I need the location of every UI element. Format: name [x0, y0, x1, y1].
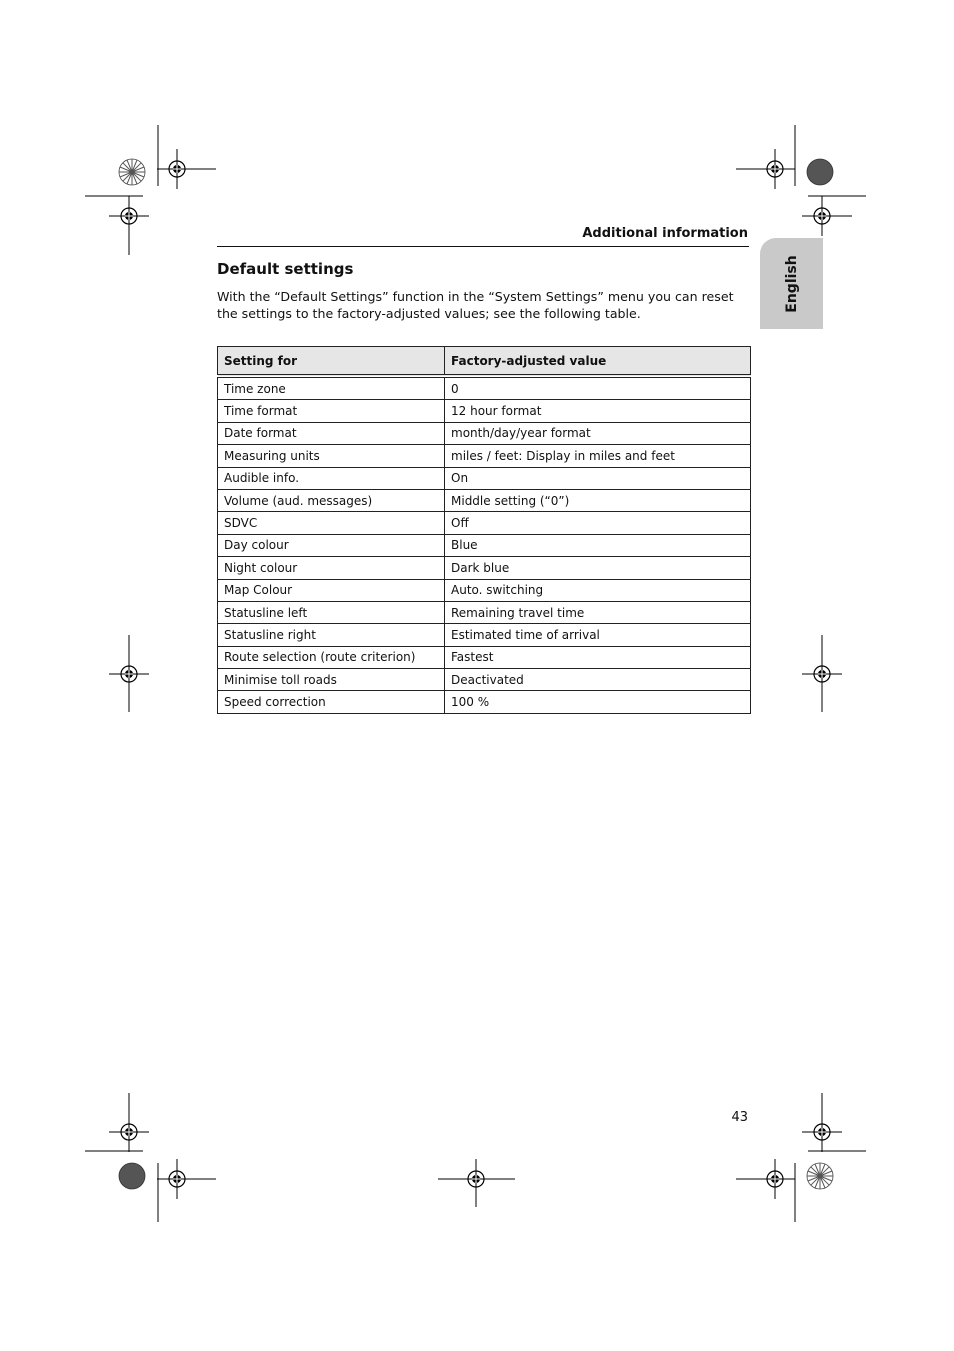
value-cell: Estimated time of arrival: [445, 624, 751, 646]
setting-cell: Volume (aud. messages): [218, 489, 445, 511]
column-header-value: Factory-adjusted value: [445, 347, 751, 377]
setting-cell: Route selection (route criterion): [218, 646, 445, 668]
value-cell: Dark blue: [445, 557, 751, 579]
setting-cell: Minimise toll roads: [218, 669, 445, 691]
setting-cell: Time zone: [218, 376, 445, 400]
setting-cell: Speed correction: [218, 691, 445, 713]
value-cell: Blue: [445, 534, 751, 556]
value-cell: Deactivated: [445, 669, 751, 691]
language-tab-label: English: [783, 254, 800, 313]
value-cell: month/day/year format: [445, 422, 751, 444]
setting-cell: Statusline left: [218, 601, 445, 623]
page-number: 43: [731, 1110, 748, 1125]
setting-cell: Map Colour: [218, 579, 445, 601]
setting-cell: Night colour: [218, 557, 445, 579]
setting-cell: Statusline right: [218, 624, 445, 646]
setting-cell: SDVC: [218, 512, 445, 534]
value-cell: miles / feet: Display in miles and feet: [445, 445, 751, 467]
intro-paragraph: With the “Default Settings” function in the “System Settings” menu you can reset the settings to the factory-adjusted values; see the following table.: [217, 289, 734, 321]
setting-cell: Audible info.: [218, 467, 445, 489]
value-cell: Auto. switching: [445, 579, 751, 601]
value-cell: Middle setting (“0”): [445, 489, 751, 511]
setting-cell: Day colour: [218, 534, 445, 556]
value-cell: Off: [445, 512, 751, 534]
value-cell: Fastest: [445, 646, 751, 668]
setting-cell: Time format: [218, 400, 445, 422]
value-cell: 100 %: [445, 691, 751, 713]
column-header-setting: Setting for: [218, 347, 445, 377]
setting-cell: Date format: [218, 422, 445, 444]
setting-cell: Measuring units: [218, 445, 445, 467]
value-cell: 0: [445, 376, 751, 400]
running-header: Additional information: [582, 226, 748, 241]
value-cell: 12 hour format: [445, 400, 751, 422]
value-cell: Remaining travel time: [445, 601, 751, 623]
value-cell: On: [445, 467, 751, 489]
section-title: Default settings: [217, 260, 354, 278]
